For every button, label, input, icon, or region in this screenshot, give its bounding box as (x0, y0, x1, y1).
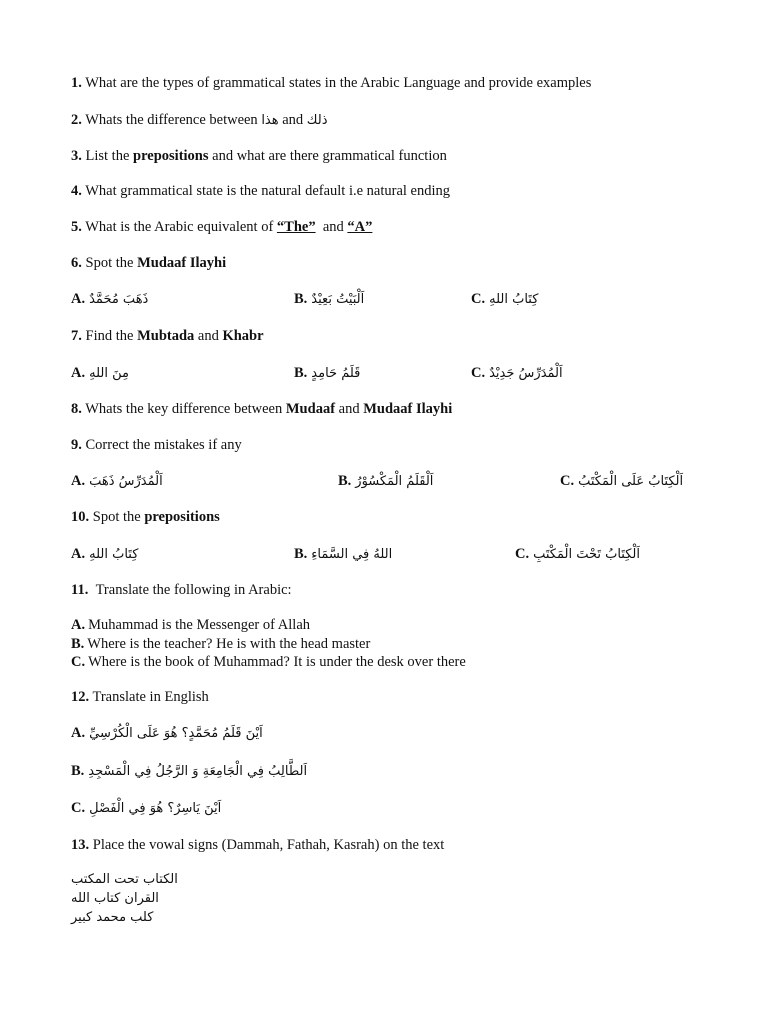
option-label: A. (71, 291, 86, 307)
option-b (338, 472, 433, 491)
question-text: Whats the difference between (85, 112, 258, 128)
question-number: 9. (71, 437, 82, 453)
option-a (71, 545, 138, 564)
question-keyword: Mudaaf Ilayhi (363, 401, 453, 417)
option-b (294, 290, 364, 309)
question-9 (71, 436, 242, 455)
question-10 (71, 508, 220, 527)
question-number: 12. (71, 689, 90, 705)
arabic-phrase: اَلْمُدَرِّسُ جَدِيْدٌ (489, 366, 563, 381)
question-number: 13. (71, 837, 90, 853)
arabic-phrase: اَلْقَلَمُ الْمَكْسُوْرُ (355, 474, 434, 489)
arabic-sentence: اَلطَّالِبُ فِي الْجَامِعَةِ وَ الرَّجُلُ فِي الْمَسْجِدِ (88, 764, 308, 779)
option-b (294, 364, 360, 383)
question-text-connector: and (282, 112, 304, 128)
question-keyword: “The” (276, 219, 316, 235)
question-3 (71, 147, 447, 166)
arabic-phrase: ذَهَبَ مُحَمَّدٌ (89, 292, 149, 307)
arabic-sentence: اَيْنَ يَاسِرٌ؟ هُوَ فِي الْفَصْلِ (89, 801, 222, 816)
question-keyword: “A” (347, 219, 373, 235)
question-text: and what are there grammatical function (212, 148, 447, 164)
item-label: A. (71, 725, 86, 741)
item-label: B. (71, 636, 85, 652)
arabic-phrase: كِتَابُ اللهِ (89, 547, 139, 562)
translate-item-b (71, 635, 370, 654)
option-c (560, 472, 683, 491)
question-text-connector: and (322, 219, 344, 235)
question-text: Whats the key difference between (85, 401, 283, 417)
question-number: 1. (71, 75, 82, 91)
question-2 (71, 111, 328, 130)
arabic-phrase: اَلْكِتَابُ تَحْتَ الْمَكْتَبِ (533, 547, 640, 562)
translate-item-c (71, 653, 466, 672)
question-8 (71, 400, 452, 419)
item-text: Where is the book of Muhammad? It is under the desk over there (88, 654, 466, 670)
question-text: Translate in English (92, 689, 209, 705)
question-4 (71, 182, 450, 201)
option-label: B. (338, 473, 352, 489)
question-number: 8. (71, 401, 82, 417)
question-number: 7. (71, 328, 82, 344)
option-label: C. (471, 291, 486, 307)
arabic-sentence: القران كتاب الله (71, 891, 159, 906)
item-label: C. (71, 800, 86, 816)
option-c (471, 364, 563, 383)
question-text: What grammatical state is the natural default i.e natural ending (85, 183, 451, 199)
question-keyword: prepositions (133, 148, 209, 164)
item-label: B. (71, 763, 85, 779)
question-number: 10. (71, 509, 90, 525)
option-a (71, 364, 129, 383)
question-5 (71, 218, 372, 237)
question-text: Place the vowal signs (Dammah, Fathah, Kasrah) on the text (92, 837, 445, 853)
question-7 (71, 327, 264, 346)
arabic-text-line (71, 890, 159, 908)
question-text-connector: and (197, 328, 219, 344)
question-6 (71, 254, 226, 273)
question-number: 2. (71, 112, 82, 128)
question-number: 5. (71, 219, 82, 235)
option-c (515, 545, 640, 564)
option-label: C. (515, 546, 530, 562)
translate-english-c (71, 799, 221, 818)
option-label: A. (71, 473, 86, 489)
question-keyword: Mubtada (137, 328, 195, 344)
question-text: Correct the mistakes if any (85, 437, 242, 453)
arabic-phrase: قَلَمُ حَامِدٍ (311, 366, 361, 381)
option-label: B. (294, 546, 308, 562)
item-label: A. (71, 617, 86, 633)
question-1 (71, 74, 591, 93)
question-13 (71, 836, 444, 855)
translate-english-a (71, 724, 263, 743)
question-text: Spot the (85, 255, 134, 271)
arabic-word: هذا (261, 113, 279, 128)
question-keyword: prepositions (144, 509, 220, 525)
question-text: Spot the (92, 509, 141, 525)
option-label: A. (71, 546, 86, 562)
arabic-sentence: الكتاب تحت المكتب (71, 872, 178, 887)
question-text-connector: and (338, 401, 360, 417)
question-keyword: Khabr (222, 328, 264, 344)
question-12 (71, 688, 209, 707)
question-text: Translate the following in Arabic: (95, 582, 292, 598)
arabic-text-line (71, 909, 153, 927)
translate-item-a (71, 616, 310, 635)
question-number: 6. (71, 255, 82, 271)
option-label: C. (471, 365, 486, 381)
question-keyword: Mudaaf Ilayhi (137, 255, 227, 271)
question-11 (71, 581, 292, 600)
option-a (71, 472, 163, 491)
arabic-phrase: اَلْكِتَابُ عَلَى الْمَكْتَبُ (578, 474, 684, 489)
arabic-text-line (71, 871, 178, 889)
option-label: C. (560, 473, 575, 489)
question-text: Find the (85, 328, 134, 344)
translate-english-b (71, 762, 307, 781)
arabic-sentence: كلب محمد كبير (71, 910, 154, 925)
option-label: B. (294, 365, 308, 381)
arabic-phrase: اَلْمُدَرِّسُ ذَهَبَ (89, 474, 163, 489)
option-a (71, 290, 148, 309)
arabic-phrase: اَلْبَيْتُ بَعِيْدٌ (311, 292, 365, 307)
question-text: What are the types of grammatical states in the Arabic Language and provide examples (85, 75, 592, 91)
question-text: What is the Arabic equivalent of (85, 219, 274, 235)
question-keyword: Mudaaf (285, 401, 336, 417)
item-label: C. (71, 654, 86, 670)
option-b (294, 545, 392, 564)
arabic-phrase: كِتَابُ اللهِ (489, 292, 539, 307)
arabic-word: ذلك (306, 113, 328, 128)
question-number: 11. (71, 582, 89, 598)
arabic-phrase: اللهُ فِي السَّمَاءِ (311, 547, 393, 562)
arabic-phrase: مِنَ اللهِ (89, 366, 129, 381)
question-number: 4. (71, 183, 82, 199)
item-text: Muhammad is the Messenger of Allah (88, 617, 310, 633)
arabic-sentence: اَيْنَ قَلَمُ مُحَمَّدٍ؟ هُوَ عَلَى الْكُرْسِيِّ (89, 726, 263, 741)
option-label: B. (294, 291, 308, 307)
option-label: A. (71, 365, 86, 381)
item-text: Where is the teacher? He is with the head master (87, 636, 371, 652)
option-c (471, 290, 538, 309)
question-number: 3. (71, 148, 82, 164)
question-text: List the (85, 148, 130, 164)
